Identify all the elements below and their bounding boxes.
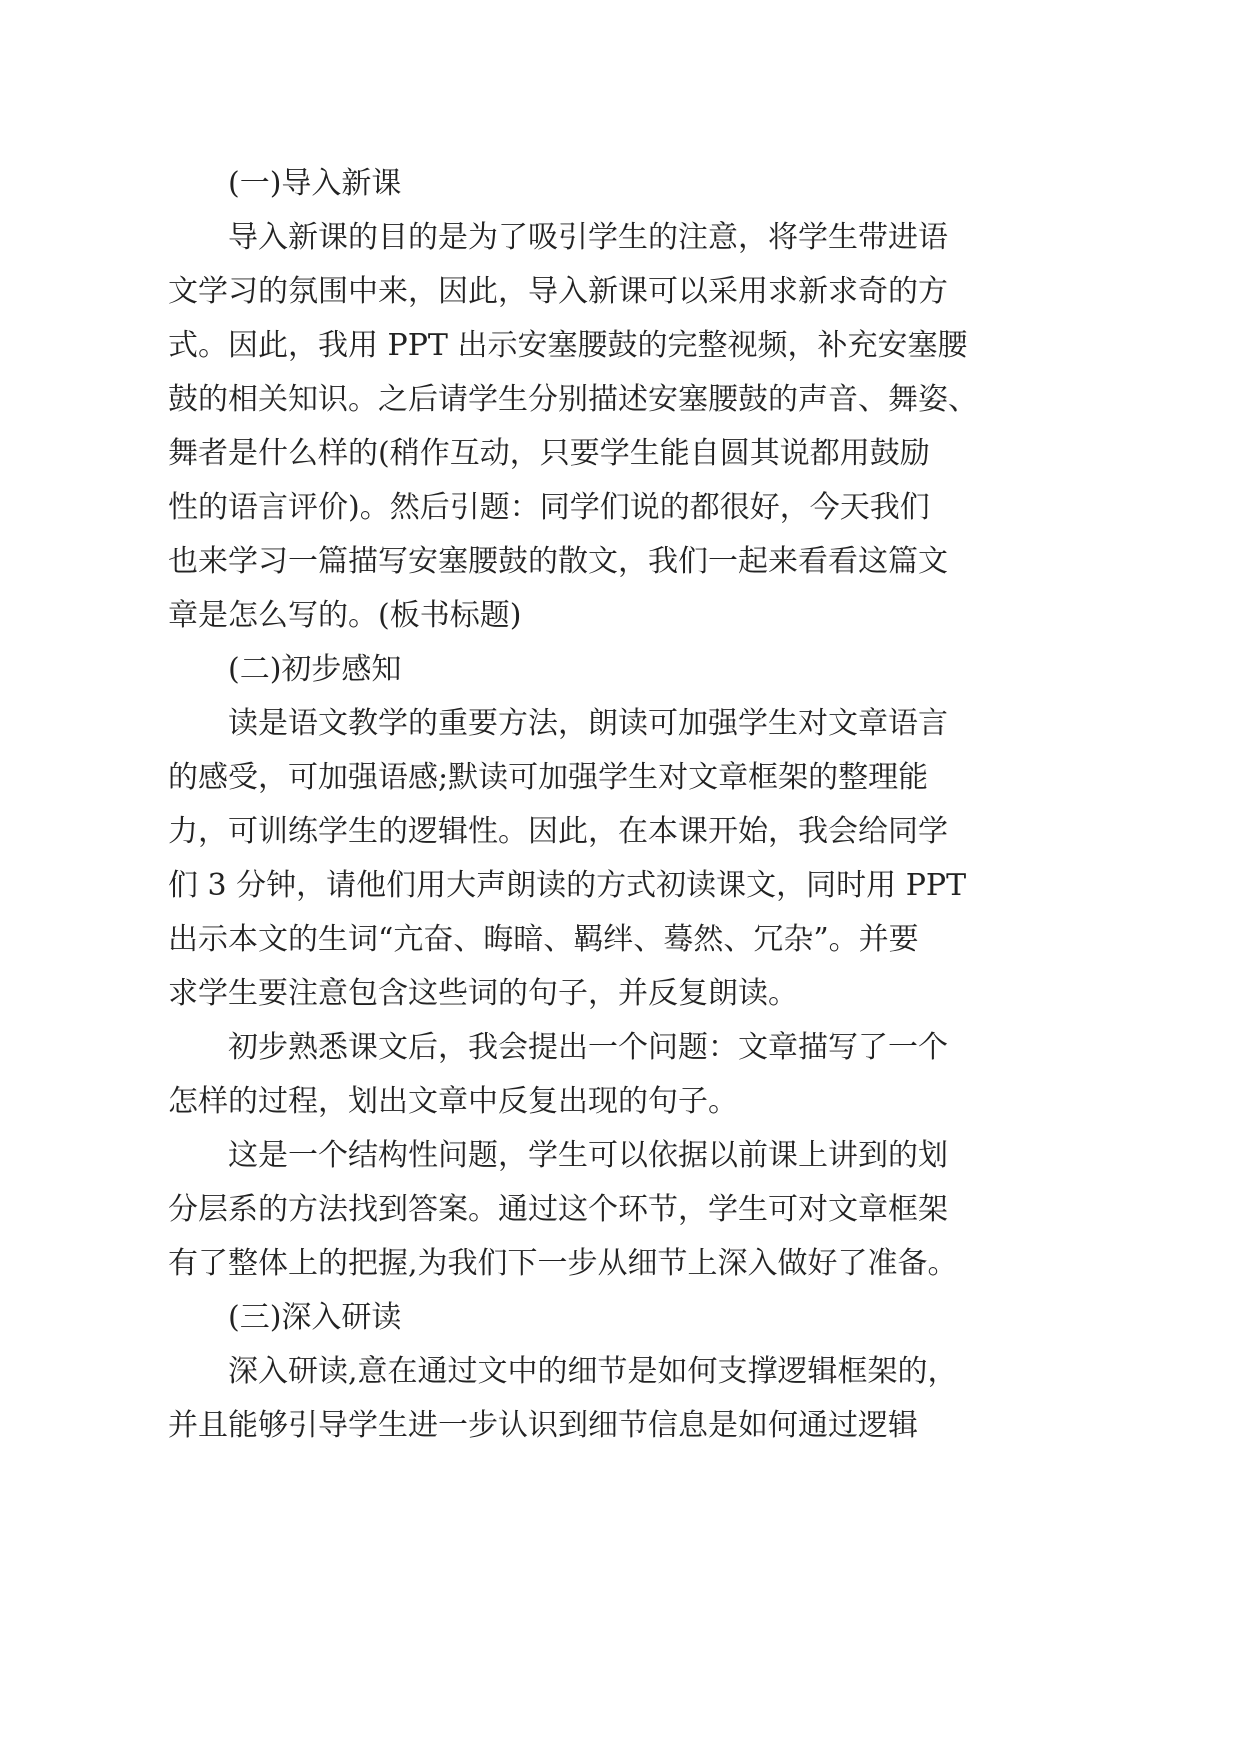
paragraph-line: 也来学习一篇描写安塞腰鼓的散文，我们一起来看看这篇文 xyxy=(168,544,948,579)
paragraph-line: 深入研读,意在通过文中的细节是如何支撑逻辑框架的， xyxy=(228,1354,958,1389)
paragraph-line: 式。因此，我用 PPT 出示安塞腰鼓的完整视频，补充安塞腰 xyxy=(168,328,968,363)
paragraph-line: 力，可训练学生的逻辑性。因此，在本课开始，我会给同学 xyxy=(168,814,948,849)
heading-deep-reading: (三)深入研读 xyxy=(228,1300,402,1335)
paragraph-line: 这是一个结构性问题，学生可以依据以前课上讲到的划 xyxy=(228,1138,948,1173)
paragraph-line: 读是语文教学的重要方法，朗读可加强学生对文章语言 xyxy=(228,706,948,741)
paragraph-line: 章是怎么写的。(板书标题) xyxy=(168,598,522,633)
paragraph-line: 舞者是什么样的(稍作互动，只要学生能自圆其说都用鼓励 xyxy=(168,436,930,471)
paragraph-line: 怎样的过程，划出文章中反复出现的句子。 xyxy=(168,1084,738,1119)
paragraph-line: 的感受，可加强语感;默读可加强学生对文章框架的整理能 xyxy=(168,760,929,795)
paragraph-line: 初步熟悉课文后，我会提出一个问题：文章描写了一个 xyxy=(228,1030,948,1065)
paragraph-line: 出示本文的生词“亢奋、晦暗、羁绊、蓦然、冗杂”。并要 xyxy=(168,922,919,957)
paragraph-line: 并且能够引导学生进一步认识到细节信息是如何通过逻辑 xyxy=(168,1408,918,1443)
paragraph-line: 有了整体上的把握,为我们下一步从细节上深入做好了准备。 xyxy=(168,1246,958,1281)
paragraph-line: 导入新课的目的是为了吸引学生的注意，将学生带进语 xyxy=(228,220,948,255)
paragraph-line: 文学习的氛围中来，因此，导入新课可以采用求新求奇的方 xyxy=(168,274,948,309)
paragraph-line: 求学生要注意包含这些词的句子，并反复朗读。 xyxy=(168,976,798,1011)
heading-intro: (一)导入新课 xyxy=(228,166,402,201)
paragraph-line: 性的语言评价)。然后引题：同学们说的都很好，今天我们 xyxy=(168,490,930,525)
paragraph-line: 们 3 分钟，请他们用大声朗读的方式初读课文，同时用 PPT xyxy=(168,868,967,903)
heading-preliminary: (二)初步感知 xyxy=(228,652,402,687)
paragraph-line: 鼓的相关知识。之后请学生分别描述安塞腰鼓的声音、舞姿、 xyxy=(168,382,978,417)
paragraph-line: 分层系的方法找到答案。通过这个环节，学生可对文章框架 xyxy=(168,1192,948,1227)
